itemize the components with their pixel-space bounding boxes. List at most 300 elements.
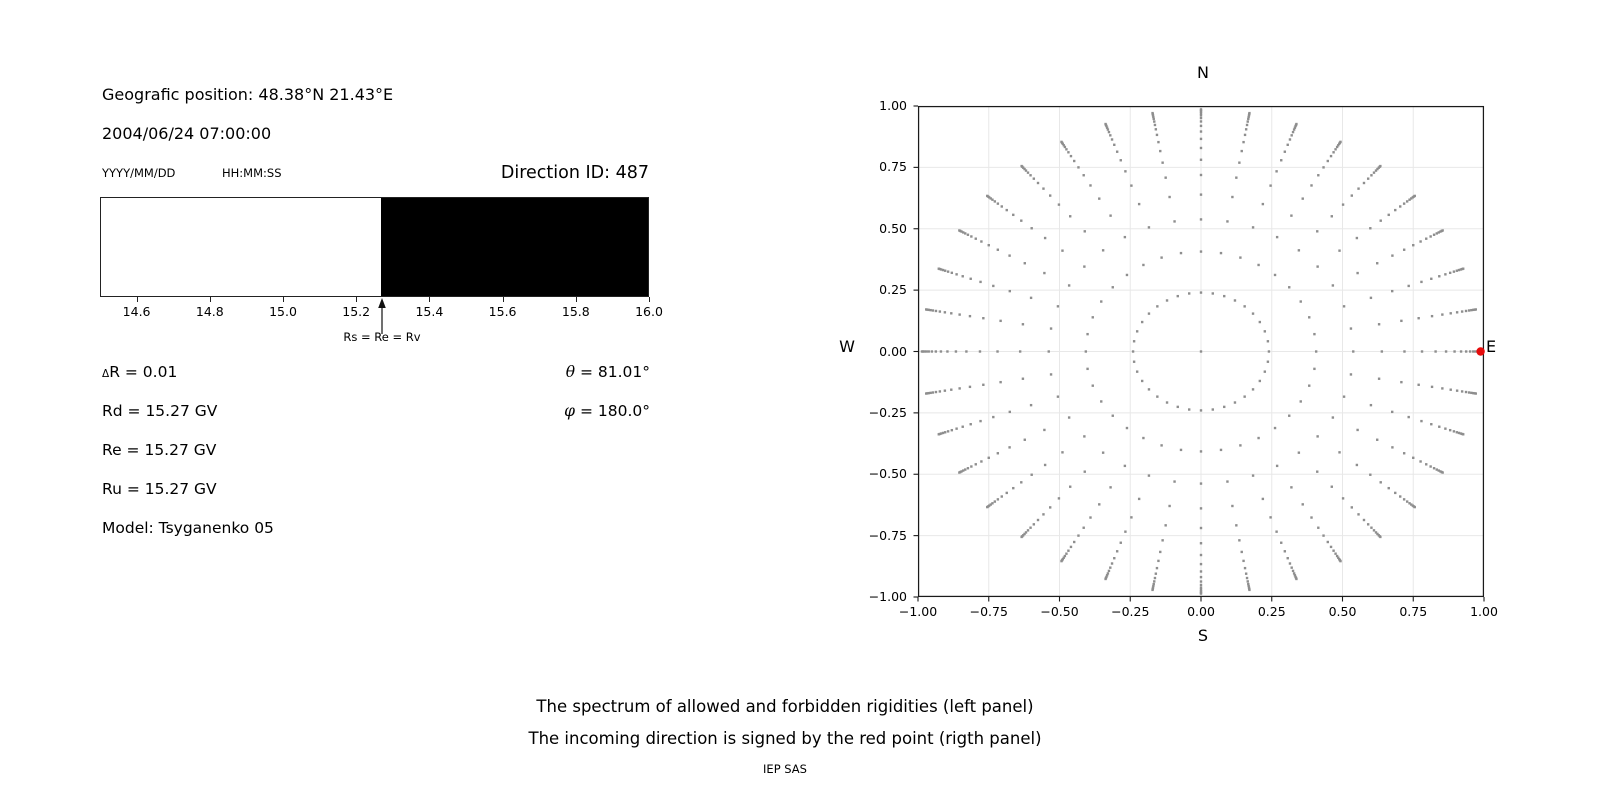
- scatter-dot: [1352, 350, 1354, 352]
- scatter-dot: [1154, 124, 1156, 126]
- scatter-dot: [1112, 286, 1114, 288]
- direction-scatter-plot: [918, 106, 1484, 597]
- scatter-dot: [1391, 254, 1393, 256]
- scatter-dot: [1367, 177, 1369, 179]
- scatter-dot: [1330, 155, 1332, 157]
- scatter-dot: [1400, 320, 1402, 322]
- scatter-dot: [1339, 141, 1341, 143]
- scatter-dot: [994, 200, 996, 202]
- scatter-dot: [1077, 534, 1079, 536]
- scatter-dot: [1434, 350, 1436, 352]
- scatter-dot: [1159, 551, 1161, 553]
- scatter-dot: [979, 350, 981, 352]
- scatter-dot: [1124, 530, 1126, 532]
- scatter-dot: [1453, 430, 1455, 432]
- scatter-dot: [1113, 557, 1115, 559]
- scatter-dot: [1089, 184, 1091, 186]
- scatter-dot: [1339, 560, 1341, 562]
- scatter-dot: [1357, 187, 1359, 189]
- scatter-dot: [1082, 527, 1084, 529]
- scatter-dot: [1060, 560, 1062, 562]
- scatter-dot: [1378, 378, 1380, 380]
- x-tick-label: −0.75: [969, 604, 1008, 619]
- scatter-dot: [1043, 429, 1045, 431]
- scatter-dot: [1141, 380, 1143, 382]
- scatter-dot: [1092, 384, 1094, 386]
- scatter-dot: [1252, 226, 1254, 228]
- scatter-dot: [1460, 350, 1462, 352]
- scatter-dot: [1239, 444, 1241, 446]
- bar-tick-label: 15.2: [342, 304, 371, 319]
- scatter-dot: [1126, 427, 1128, 429]
- param-phi: φ = 180.0°: [564, 402, 650, 420]
- scatter-dot: [1313, 333, 1315, 335]
- scatter-dot: [1220, 252, 1222, 254]
- scatter-dot: [1425, 237, 1427, 239]
- scatter-dot: [1068, 284, 1070, 286]
- scatter-dot: [1030, 297, 1032, 299]
- scatter-dot: [1357, 513, 1359, 515]
- scatter-dot: [1223, 406, 1225, 408]
- bar-tick-mark: [210, 297, 211, 302]
- scatter-dot: [1109, 566, 1111, 568]
- scatter-dot: [1288, 286, 1290, 288]
- scatter-dot: [1239, 256, 1241, 258]
- scatter-dot: [1166, 401, 1168, 403]
- scatter-dot: [1092, 316, 1094, 318]
- scatter-dot: [1316, 470, 1318, 472]
- scatter-dot: [1264, 370, 1266, 372]
- scatter-dot: [1238, 539, 1240, 541]
- scatter-dot: [1376, 439, 1378, 441]
- scatter-dot: [1259, 380, 1261, 382]
- scatter-dot: [932, 309, 934, 311]
- scatter-dot: [1406, 200, 1408, 202]
- scatter-dot: [1456, 270, 1458, 272]
- scatter-dot: [979, 281, 981, 283]
- scatter-dot: [1061, 451, 1063, 453]
- scatter-dot: [1316, 265, 1318, 267]
- scatter-dot: [1379, 165, 1381, 167]
- scatter-dot: [997, 249, 999, 251]
- bar-tick-label: 15.8: [561, 304, 590, 319]
- scatter-dot: [1043, 272, 1045, 274]
- scatter-dot: [1450, 388, 1452, 390]
- bar-tick-label: 14.6: [122, 304, 151, 319]
- scatter-dot: [1104, 578, 1106, 580]
- scatter-dot: [1067, 550, 1069, 552]
- scatter-dot: [997, 498, 999, 500]
- scatter-dot: [1086, 368, 1088, 370]
- scatter-dot: [1453, 350, 1455, 352]
- scatter-dot: [1343, 305, 1345, 307]
- scatter-dot: [1444, 427, 1446, 429]
- scatter-dot: [1438, 426, 1440, 428]
- bar-tick-mark: [429, 297, 430, 302]
- scatter-dot: [1156, 134, 1158, 136]
- scatter-dot: [1308, 384, 1310, 386]
- scatter-dot: [1113, 144, 1115, 146]
- scatter-dot: [1350, 327, 1352, 329]
- scatter-dot: [1419, 240, 1421, 242]
- scatter-dot: [1200, 117, 1202, 119]
- scatter-dot: [986, 506, 988, 508]
- scatter-dot: [1433, 467, 1435, 469]
- scatter-dot: [1420, 420, 1422, 422]
- scatter-dot: [1403, 202, 1405, 204]
- scatter-dot: [1020, 536, 1022, 538]
- bar-tick-label: 15.6: [488, 304, 517, 319]
- y-tick-label: −1.00: [868, 589, 907, 604]
- y-tick-label: 0.25: [879, 282, 907, 298]
- scatter-dot: [1234, 401, 1236, 403]
- x-tick-label: −0.25: [1111, 604, 1150, 619]
- scatter-dot: [944, 431, 946, 433]
- scatter-dot: [970, 423, 972, 425]
- scatter-dot: [1417, 317, 1419, 319]
- scatter-dot: [1429, 235, 1431, 237]
- scatter-dot: [997, 202, 999, 204]
- bar-tick-label: 14.8: [195, 304, 224, 319]
- scatter-dot: [1247, 580, 1249, 582]
- scatter-dot: [1267, 361, 1269, 363]
- date-format-label: YYYY/MM/DD: [102, 166, 176, 180]
- scatter-dot: [1030, 227, 1032, 229]
- scatter-dot: [1257, 264, 1259, 266]
- scatter-dot: [1173, 480, 1175, 482]
- scatter-dot: [1138, 498, 1140, 500]
- scatter-dot: [1157, 560, 1159, 562]
- scatter-dot: [1330, 546, 1332, 548]
- scatter-dot: [1177, 295, 1179, 297]
- scatter-dot: [1322, 534, 1324, 536]
- scatter-dot: [1200, 193, 1202, 195]
- scatter-dot: [1130, 184, 1132, 186]
- scatter-dot: [1288, 415, 1290, 417]
- scatter-dot: [939, 390, 941, 392]
- scatter-dot: [1231, 505, 1233, 507]
- scatter-dot: [1262, 498, 1264, 500]
- scatter-dot: [1370, 404, 1372, 406]
- scatter-dot: [967, 234, 969, 236]
- scatter-dot: [1157, 141, 1159, 143]
- scatter-dot: [1376, 262, 1378, 264]
- scatter-dot: [1242, 560, 1244, 562]
- scatter-dot: [1200, 108, 1202, 110]
- x-tick-label: −0.50: [1040, 604, 1079, 619]
- scatter-dot: [1200, 482, 1202, 484]
- scatter-dot: [1070, 546, 1072, 548]
- scatter-dot: [1468, 309, 1470, 311]
- scatter-dot: [1381, 350, 1383, 352]
- delta-symbol: Δ: [102, 368, 110, 380]
- scatter-dot: [946, 350, 948, 352]
- bar-tick-label: 15.4: [415, 304, 444, 319]
- scatter-dot: [1136, 330, 1138, 332]
- phi-symbol: φ: [564, 402, 576, 420]
- scatter-dot: [1449, 429, 1451, 431]
- scatter-dot: [958, 313, 960, 315]
- scatter-dot: [1200, 120, 1202, 122]
- scatter-dot: [1369, 474, 1371, 476]
- scatter-dot: [1168, 196, 1170, 198]
- scatter-dot: [992, 285, 994, 287]
- scatter-dot: [958, 471, 960, 473]
- scatter-dot: [1200, 409, 1202, 411]
- scatter-dot: [1200, 450, 1202, 452]
- scatter-dot: [1259, 321, 1261, 323]
- scatter-dot: [1456, 389, 1458, 391]
- scatter-dot: [1300, 400, 1302, 402]
- bar-tick-mark: [283, 297, 284, 302]
- scatter-dot: [944, 389, 946, 391]
- scatter-dot: [1373, 171, 1375, 173]
- scatter-dot: [986, 195, 988, 197]
- scatter-dot: [1116, 151, 1118, 153]
- scatter-dot: [1160, 444, 1162, 446]
- credit-text: IEP SAS: [763, 762, 807, 776]
- scatter-dot: [1295, 578, 1297, 580]
- scatter-dot: [1164, 176, 1166, 178]
- scatter-dot: [1292, 570, 1294, 572]
- scatter-dot: [921, 350, 923, 352]
- scatter-dot: [1067, 151, 1069, 153]
- scatter-dot: [1313, 368, 1315, 370]
- scatter-dot: [1048, 350, 1050, 352]
- scatter-dot: [947, 270, 949, 272]
- scatter-dot: [1030, 404, 1032, 406]
- scatter-dot: [951, 429, 953, 431]
- y-tick-label: −0.50: [868, 466, 907, 482]
- scatter-dot: [1462, 268, 1464, 270]
- scatter-dot: [1188, 292, 1190, 294]
- scatter-dot: [1022, 323, 1024, 325]
- scatter-dot: [1073, 160, 1075, 162]
- scatter-dot: [1244, 134, 1246, 136]
- scatter-dot: [1098, 503, 1100, 505]
- scatter-dot: [1430, 278, 1432, 280]
- scatter-dot: [1356, 429, 1358, 431]
- x-tick-label: 0.25: [1257, 604, 1286, 619]
- scatter-dot: [1465, 310, 1467, 312]
- scatter-dot: [1084, 230, 1086, 232]
- scatter-dot: [940, 350, 942, 352]
- scatter-dot: [1200, 527, 1202, 529]
- scatter-dot: [1084, 470, 1086, 472]
- scatter-dot: [988, 244, 990, 246]
- scatter-dot: [1332, 151, 1334, 153]
- scatter-dot: [1161, 161, 1163, 163]
- scatter-dot: [1151, 589, 1153, 591]
- scatter-dot: [1108, 570, 1110, 572]
- scatter-dot: [1431, 315, 1433, 317]
- scatter-dot: [1069, 215, 1071, 217]
- scatter-dot: [1472, 350, 1474, 352]
- scatter-dot: [1050, 373, 1052, 375]
- scatter-dot: [1070, 155, 1072, 157]
- scatter-dot: [944, 311, 946, 313]
- scatter-dot: [1287, 557, 1289, 559]
- scatter-dot: [1033, 177, 1035, 179]
- scatter-dot: [1356, 272, 1358, 274]
- scatter-dot: [950, 388, 952, 390]
- scatter-dot: [997, 452, 999, 454]
- scatter-dot: [939, 310, 941, 312]
- scatter-dot: [1200, 570, 1202, 572]
- scatter-dot: [1456, 311, 1458, 313]
- x-tick-label: 1.00: [1470, 604, 1498, 619]
- scatter-dot: [1403, 452, 1405, 454]
- scatter-dot: [1200, 218, 1202, 220]
- scatter-dot: [1290, 486, 1292, 488]
- scatter-dot: [1356, 464, 1358, 466]
- scatter-dot: [1363, 519, 1365, 521]
- scatter-dot: [975, 463, 977, 465]
- y-tick-label: 1.00: [879, 98, 907, 113]
- scatter-dot: [1057, 305, 1059, 307]
- scatter-dot: [1124, 170, 1126, 172]
- scatter-dot: [1111, 138, 1113, 140]
- scatter-dot: [1327, 541, 1329, 543]
- scatter-dot: [1020, 481, 1022, 483]
- scatter-dot: [1049, 506, 1051, 508]
- scatter-dot: [1009, 411, 1011, 413]
- scatter-dot: [1009, 290, 1011, 292]
- scatter-dot: [1245, 572, 1247, 574]
- scatter-dot: [928, 350, 930, 352]
- scatter-dot: [1450, 312, 1452, 314]
- scatter-dot: [1252, 388, 1254, 390]
- scatter-dot: [1148, 388, 1150, 390]
- scatter-dot: [1177, 406, 1179, 408]
- scatter-dot: [938, 433, 940, 435]
- scatter-dot: [1238, 161, 1240, 163]
- scatter-dot: [1060, 141, 1062, 143]
- param-rd: Rd = 15.27 GV: [102, 402, 218, 420]
- scatter-dot: [1200, 580, 1202, 582]
- scatter-dot: [1430, 423, 1432, 425]
- scatter-dot: [1295, 123, 1297, 125]
- scatter-dot: [1302, 197, 1304, 199]
- scatter-dot: [1200, 138, 1202, 140]
- scatter-dot: [1173, 220, 1175, 222]
- scatter-dot: [1180, 449, 1182, 451]
- scatter-dot: [1343, 395, 1345, 397]
- scatter-dot: [1168, 505, 1170, 507]
- scatter-dot: [970, 235, 972, 237]
- scatter-dot: [1431, 386, 1433, 388]
- scatter-dot: [1082, 174, 1084, 176]
- x-tick-label: −1.00: [898, 604, 938, 619]
- scatter-dot: [1412, 244, 1414, 246]
- scatter-dot: [1033, 523, 1035, 525]
- scatter-dot: [1310, 184, 1312, 186]
- scatter-dot: [967, 467, 969, 469]
- scatter-dot: [1465, 391, 1467, 393]
- scatter-dot: [1461, 310, 1463, 312]
- scatter-dot: [1449, 272, 1451, 274]
- scatter-dot: [1274, 427, 1276, 429]
- scatter-dot: [1425, 463, 1427, 465]
- scatter-dot: [1220, 449, 1222, 451]
- scatter-dot: [1200, 592, 1202, 594]
- y-tick-label: 0.50: [879, 220, 907, 236]
- caption-line-2: The incoming direction is signed by the red point (rigth panel): [528, 729, 1042, 748]
- scatter-dot: [1108, 131, 1110, 133]
- scatter-dot: [1037, 519, 1039, 521]
- scatter-dot: [1370, 297, 1372, 299]
- scatter-dot: [1287, 144, 1289, 146]
- scatter-dot: [1148, 226, 1150, 228]
- scatter-dot: [1019, 350, 1021, 352]
- scatter-dot: [1012, 487, 1014, 489]
- y-tick-label: 0.00: [879, 343, 907, 359]
- scatter-dot: [1367, 523, 1369, 525]
- scatter-dot: [1116, 550, 1118, 552]
- scatter-dot: [1414, 195, 1416, 197]
- scatter-dot: [1363, 182, 1365, 184]
- scatter-dot: [931, 350, 933, 352]
- scatter-dot: [1200, 563, 1202, 565]
- scatter-dot: [1334, 148, 1336, 150]
- scatter-dot: [1111, 562, 1113, 564]
- scatter-dot: [1200, 576, 1202, 578]
- scatter-dot: [1407, 285, 1409, 287]
- scatter-dot: [979, 420, 981, 422]
- scatter-dot: [1142, 264, 1144, 266]
- scatter-dot: [1370, 174, 1372, 176]
- scatter-dot: [1461, 390, 1463, 392]
- scatter-dot: [970, 278, 972, 280]
- scatter-dot: [1420, 281, 1422, 283]
- scatter-dot: [1235, 524, 1237, 526]
- scatter-dot: [935, 391, 937, 393]
- scatter-dot: [1269, 516, 1271, 518]
- scatter-dot: [1008, 254, 1010, 256]
- scatter-dot: [1083, 435, 1085, 437]
- y-tick-label: −0.75: [868, 527, 907, 543]
- scatter-dot: [1290, 566, 1292, 568]
- scatter-dot: [1200, 250, 1202, 252]
- scatter-dot: [1057, 395, 1059, 397]
- scatter-dot: [1334, 552, 1336, 554]
- scatter-dot: [1356, 237, 1358, 239]
- scatter-dot: [1136, 370, 1138, 372]
- incoming-direction-point: [1476, 347, 1484, 355]
- scatter-dot: [1065, 148, 1067, 150]
- scatter-dot: [1200, 174, 1202, 176]
- scatter-dot: [1403, 350, 1405, 352]
- scatter-dot: [1268, 350, 1270, 352]
- scatter-dot: [1429, 465, 1431, 467]
- bar-tick-mark: [649, 297, 650, 302]
- scatter-dot: [1073, 541, 1075, 543]
- scatter-dot: [1141, 321, 1143, 323]
- scatter-dot: [1462, 433, 1464, 435]
- param-theta: θ = 81.01°: [565, 363, 650, 381]
- scatter-dot: [1200, 291, 1202, 293]
- y-tick-label: 0.75: [879, 159, 907, 175]
- scatter-dot: [1289, 138, 1291, 140]
- scatter-dot: [1188, 408, 1190, 410]
- scatter-dot: [1061, 249, 1063, 251]
- scatter-dot: [1378, 323, 1380, 325]
- theta-symbol: θ: [565, 363, 576, 381]
- scatter-dot: [996, 350, 998, 352]
- x-tick-label: 0.75: [1399, 604, 1428, 619]
- scatter-dot: [1242, 141, 1244, 143]
- scatter-dot: [1235, 176, 1237, 178]
